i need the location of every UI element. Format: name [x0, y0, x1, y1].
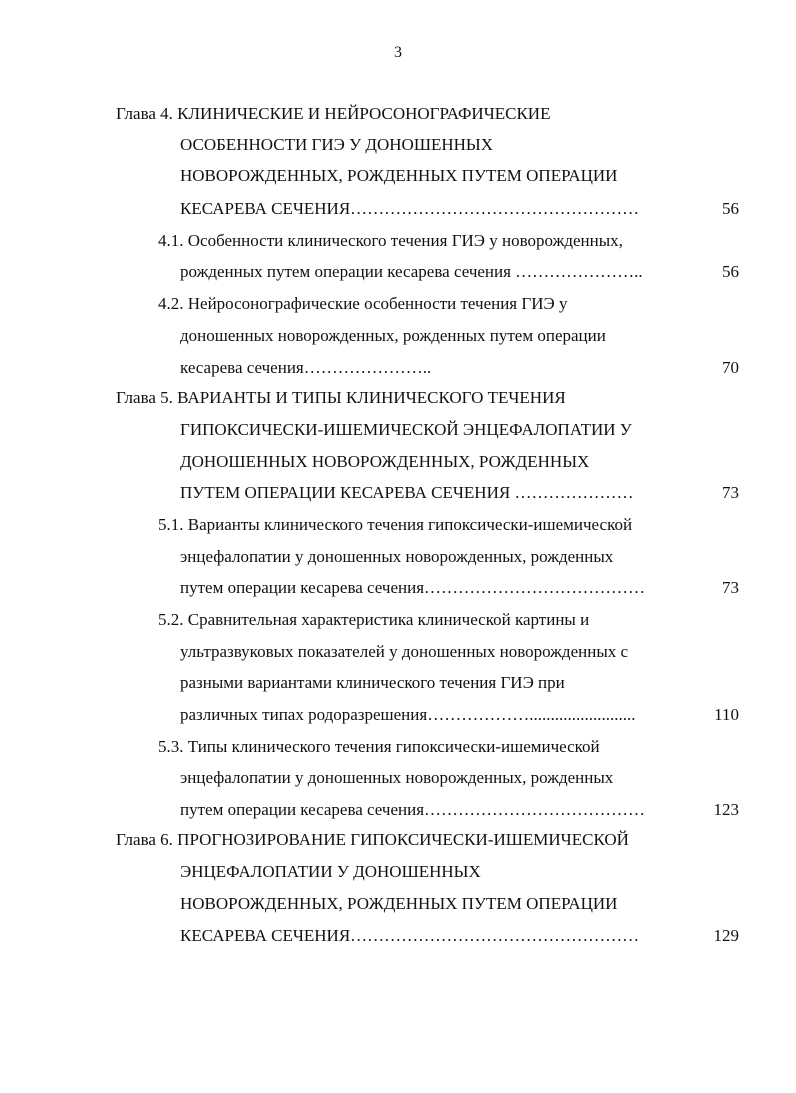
toc-line: энцефалопатии у доношенных новорожденных, рожденных: [180, 768, 614, 787]
toc-line: ПУТЕМ ОПЕРАЦИИ КЕСАРЕВА СЕЧЕНИЯ …………………: [180, 483, 634, 502]
toc-line: ГИПОКСИЧЕСКИ-ИШЕМИЧЕСКОЙ ЭНЦЕФАЛОПАТИИ У: [180, 420, 632, 439]
toc-page-number: 110: [714, 705, 739, 724]
toc-line: ДОНОШЕННЫХ НОВОРОЖДЕННЫХ, РОЖДЕННЫХ: [180, 452, 590, 471]
toc-line: Глава 4. КЛИНИЧЕСКИЕ И НЕЙРОСОНОГРАФИЧЕСКИЕ: [116, 104, 551, 123]
toc-line: рожденных путем операции кесарева сечения …………………..: [180, 262, 643, 281]
toc-page-number: 73: [722, 483, 739, 502]
toc-line: ЭНЦЕФАЛОПАТИИ У ДОНОШЕННЫХ: [180, 862, 481, 881]
toc-page-number: 56: [722, 199, 739, 218]
toc-line: Глава 5. ВАРИАНТЫ И ТИПЫ КЛИНИЧЕСКОГО ТЕЧЕНИЯ: [116, 388, 566, 407]
toc-line: 4.1. Особенности клинического течения ГИЭ у новорожденных,: [158, 231, 623, 250]
toc-page-number: 70: [722, 358, 739, 377]
toc-page-number: 129: [713, 926, 739, 945]
toc-line: 5.2. Сравнительная характеристика клинической картины и: [158, 610, 590, 629]
toc-line: ультразвуковых показателей у доношенных новорожденных с: [180, 642, 629, 661]
toc-page-number: 73: [722, 578, 739, 597]
page-number: 3: [394, 44, 402, 61]
toc-line: энцефалопатии у доношенных новорожденных, рожденных: [180, 547, 614, 566]
toc-line: НОВОРОЖДЕННЫХ, РОЖДЕННЫХ ПУТЕМ ОПЕРАЦИИ: [180, 166, 618, 185]
toc-line: кесарева сечения…………………..: [180, 358, 432, 377]
toc-line: доношенных новорожденных, рожденных путем операции: [180, 326, 606, 345]
toc-line: путем операции кесарева сечения…………………………………: [180, 800, 646, 819]
toc-page-number: 123: [713, 800, 739, 819]
toc-line: различных типах родоразрешения……………….........................: [180, 705, 636, 724]
toc-line: 4.2. Нейросонографические особенности течения ГИЭ у: [158, 294, 568, 313]
toc-line: КЕСАРЕВА СЕЧЕНИЯ……………………………………………: [180, 199, 640, 218]
toc-line: путем операции кесарева сечения…………………………………: [180, 578, 646, 597]
toc-line: КЕСАРЕВА СЕЧЕНИЯ……………………………………………: [180, 926, 640, 945]
toc-line: 5.1. Варианты клинического течения гипоксически-ишемической: [158, 515, 633, 534]
toc-line: Глава 6. ПРОГНОЗИРОВАНИЕ ГИПОКСИЧЕСКИ-ИШЕМИЧЕСКОЙ: [116, 830, 629, 849]
toc-line: 5.3. Типы клинического течения гипоксически-ишемической: [158, 737, 600, 756]
toc-page-number: 56: [722, 262, 739, 281]
toc-line: разными вариантами клинического течения ГИЭ при: [180, 673, 565, 692]
toc-line: ОСОБЕННОСТИ ГИЭ У ДОНОШЕННЫХ: [180, 135, 494, 154]
toc-line: НОВОРОЖДЕННЫХ, РОЖДЕННЫХ ПУТЕМ ОПЕРАЦИИ: [180, 894, 618, 913]
